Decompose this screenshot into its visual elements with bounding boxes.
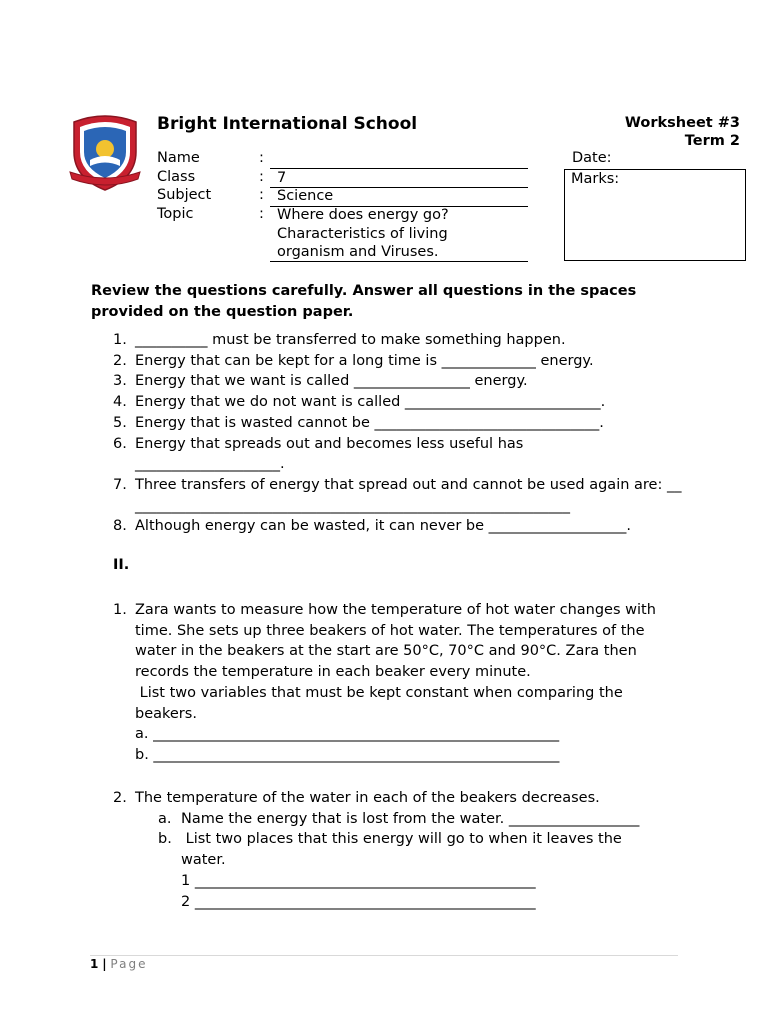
- question-7: [113, 475, 685, 516]
- subquestion-text: Name the energy that is lost from the water. __________________: [181, 810, 640, 827]
- question-number: 1.: [113, 332, 127, 348]
- question-text: Energy that is wasted cannot be _______________________________.: [135, 414, 604, 431]
- question-number: 7.: [113, 476, 127, 493]
- question-text: Energy that spreads out and becomes less useful has ____________________.: [135, 435, 524, 473]
- topic-line-2: Characteristics of living: [277, 225, 448, 242]
- answer-line-b[interactable]: b. ________________________________________________________: [135, 746, 560, 763]
- class-label: Class: [157, 169, 196, 185]
- footer-separator: |: [102, 957, 107, 971]
- question-number: 3.: [113, 373, 127, 390]
- topic-label: Topic: [157, 206, 194, 222]
- question-text: The temperature of the water in each of the beakers decreases.: [135, 790, 600, 806]
- question-number: 2.: [113, 790, 127, 806]
- question-temperature: [113, 788, 683, 912]
- footer-divider: [90, 955, 678, 956]
- question-8: [113, 516, 673, 537]
- question-number: 2.: [113, 352, 127, 369]
- question-2: [113, 351, 673, 372]
- answer-line-a[interactable]: a. ________________________________________________________: [135, 726, 560, 743]
- page-number: 1: [90, 957, 99, 971]
- page-label: Page: [110, 957, 148, 971]
- question-5: [113, 413, 673, 434]
- subject-value: Science: [277, 188, 334, 204]
- topic-line-1: Where does energy go?: [277, 207, 449, 223]
- question-text: Energy that can be kept for a long time is _____________ energy.: [135, 352, 594, 369]
- class-colon: :: [259, 169, 264, 185]
- question-zara: [113, 600, 683, 766]
- question-4: [113, 392, 673, 413]
- subquestion-a: [158, 809, 683, 830]
- school-name: Bright International School: [157, 114, 418, 134]
- topic-value: [277, 206, 449, 262]
- question-text: Although energy can be wasted, it can never be ___________________.: [135, 518, 631, 535]
- class-value: 7: [277, 170, 287, 186]
- date-label: Date:: [572, 150, 612, 166]
- instructions: Review the questions carefully. Answer all questions in the spaces provided on the question paper.: [91, 283, 637, 320]
- question-text: Energy that we want is called ________________ energy.: [135, 373, 528, 390]
- section2-question-1: [113, 600, 683, 766]
- question-text: __________ must be transferred to make something happen.: [135, 332, 566, 348]
- subquestion-b: [158, 829, 651, 870]
- subject-colon: :: [259, 187, 264, 203]
- question-number: 4.: [113, 394, 127, 411]
- section2-heading: II.: [113, 557, 130, 573]
- question-1: [113, 330, 673, 351]
- worksheet-info: [625, 114, 740, 150]
- question-text: Energy that we do not want is called ___________________________.: [135, 394, 606, 411]
- page-footer: [90, 957, 147, 971]
- topic-underline: [270, 261, 528, 262]
- question-3: [113, 371, 673, 392]
- section2-question-2: [113, 788, 683, 912]
- section1-questions: [113, 330, 682, 537]
- subquestion-text: List two places that this energy will go to when it leaves the water.: [181, 831, 627, 869]
- question-number: 6.: [113, 435, 127, 452]
- answer-line-2[interactable]: 2 _______________________________________________: [181, 893, 536, 910]
- subject-label: Subject: [157, 187, 212, 203]
- answer-line-1[interactable]: 1 _______________________________________________: [181, 872, 536, 889]
- worksheet-number: Worksheet #3: [624, 115, 740, 131]
- question-number: 5.: [113, 414, 127, 431]
- name-label: Name: [157, 150, 200, 166]
- subquestion-letter: a.: [158, 810, 172, 827]
- question-text: Zara wants to measure how the temperature of hot water changes with time. She sets up three beakers of hot water. The temperatures of the water in the beakers at the start are 50°C, 70°C and 90°C. Zara then records the temperature in each beaker every minute.: [135, 602, 656, 681]
- question-prompt: List two variables that must be kept constant when comparing the beakers.: [135, 684, 628, 722]
- marks-label: Marks:: [571, 171, 620, 187]
- topic-colon: :: [259, 206, 264, 222]
- name-field[interactable]: [270, 168, 528, 169]
- name-colon: :: [259, 150, 264, 166]
- question-text: Three transfers of energy that spread out and cannot be used again are: ______________________________________________________________: [135, 476, 682, 514]
- school-crest-icon: [66, 112, 144, 192]
- question-number: 1.: [113, 602, 127, 618]
- question-6: [113, 434, 545, 475]
- topic-line-3: organism and Viruses.: [277, 244, 439, 260]
- term-label: Term 2: [684, 133, 740, 149]
- marks-box: [564, 169, 746, 261]
- question-number: 8.: [113, 518, 127, 535]
- subquestion-letter: b.: [158, 831, 172, 848]
